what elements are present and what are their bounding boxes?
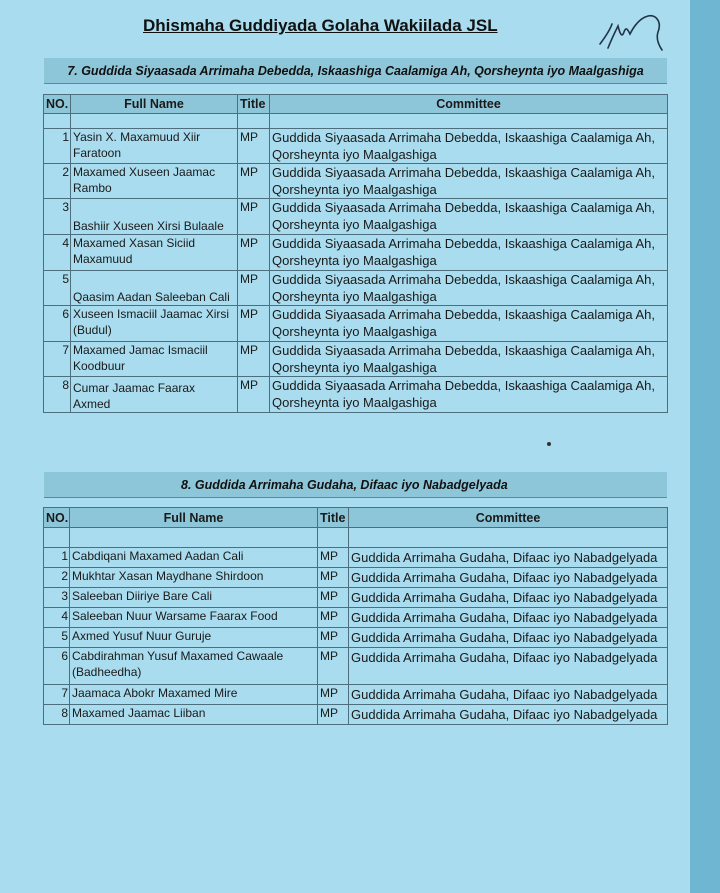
member-name: Axmed Yusuf Nuur Guruje (70, 628, 318, 648)
document-title: Dhismaha Guddiyada Golaha Wakiilada JSL (143, 16, 498, 35)
stray-mark (547, 442, 551, 446)
member-name: Saleeban Nuur Warsame Faarax Food (70, 608, 318, 628)
member-title: MP (318, 588, 349, 608)
section-8-header-row (44, 508, 668, 528)
section-7-heading (44, 58, 667, 84)
member-name: Cabdiqani Maxamed Aadan Cali (70, 548, 318, 568)
row-number: 2 (44, 568, 70, 588)
committee-name: Guddida Arrimaha Gudaha, Difaac iyo Nabadgelyada (349, 705, 668, 725)
table-row (44, 628, 668, 648)
member-name: Maxamed Jamac Ismaciil Koodbuur (71, 342, 238, 377)
page-edge (690, 0, 720, 893)
table-row (44, 705, 668, 725)
row-number: 8 (44, 377, 71, 413)
table-row (44, 377, 668, 413)
section-8-table (43, 507, 668, 725)
member-name: Cumar Jaamac Faarax Axmed (71, 377, 238, 413)
spacer-row (44, 528, 668, 548)
table-row (44, 608, 668, 628)
row-number: 1 (44, 548, 70, 568)
committee-name: Guddida Siyaasada Arrimaha Debedda, Iskaashiga Caalamiga Ah, Qorsheynta iyo Maalgashiga (270, 129, 668, 164)
col-header-title: Title (238, 95, 270, 114)
committee-name: Guddida Siyaasada Arrimaha Debedda, Iskaashiga Caalamiga Ah, Qorsheynta iyo Maalgashiga (270, 164, 668, 199)
signature-icon (596, 8, 666, 56)
member-name: Maxamed Xuseen Jaamac Rambo (71, 164, 238, 199)
table-row (44, 271, 668, 306)
table-row (44, 648, 668, 685)
member-name: Xuseen Ismaciil Jaamac Xirsi (Budul) (71, 306, 238, 342)
member-title: MP (238, 129, 270, 164)
committee-name: Guddida Siyaasada Arrimaha Debedda, Iskaashiga Caalamiga Ah, Qorsheynta iyo Maalgashiga (270, 235, 668, 271)
col-header-title: Title (318, 508, 349, 528)
table-row (44, 306, 668, 342)
member-title: MP (318, 648, 349, 685)
member-title: MP (318, 705, 349, 725)
committee-name: Guddida Arrimaha Gudaha, Difaac iyo Nabadgelyada (349, 568, 668, 588)
section-7-header-row (44, 95, 668, 114)
committee-name: Guddida Arrimaha Gudaha, Difaac iyo Nabadgelyada (349, 685, 668, 705)
row-number: 4 (44, 235, 71, 271)
section-8-heading-text: 8. Guddida Arrimaha Gudaha, Difaac iyo Nabadgelyada (181, 477, 508, 492)
section-7-heading-text: 7. Guddida Siyaasada Arrimaha Debedda, Iskaashiga Caalamiga Ah, Qorsheynta iyo Maalgashiga (67, 63, 644, 78)
member-title: MP (318, 568, 349, 588)
committee-name: Guddida Arrimaha Gudaha, Difaac iyo Nabadgelyada (349, 588, 668, 608)
member-title: MP (238, 235, 270, 271)
member-title: MP (318, 608, 349, 628)
row-number: 2 (44, 164, 71, 199)
member-title: MP (238, 306, 270, 342)
section-8-heading (44, 472, 667, 498)
member-title: MP (238, 164, 270, 199)
table-row (44, 685, 668, 705)
committee-name: Guddida Siyaasada Arrimaha Debedda, Iskaashiga Caalamiga Ah, Qorsheynta iyo Maalgashiga (270, 271, 668, 306)
member-name: Jaamaca Abokr Maxamed Mire (70, 685, 318, 705)
member-name: Yasin X. Maxamuud Xiir Faratoon (71, 129, 238, 164)
table-row (44, 129, 668, 164)
member-name: Bashiir Xuseen Xirsi Bulaale (71, 199, 238, 235)
row-number: 8 (44, 705, 70, 725)
col-header-no: NO. (44, 95, 71, 114)
row-number: 3 (44, 588, 70, 608)
committee-name: Guddida Siyaasada Arrimaha Debedda, Iskaashiga Caalamiga Ah, Qorsheynta iyo Maalgashiga (270, 199, 668, 235)
col-header-full-name: Full Name (70, 508, 318, 528)
table-row (44, 164, 668, 199)
row-number: 5 (44, 271, 71, 306)
committee-name: Guddida Arrimaha Gudaha, Difaac iyo Nabadgelyada (349, 548, 668, 568)
committee-name: Guddida Siyaasada Arrimaha Debedda, Iskaashiga Caalamiga Ah, Qorsheynta iyo Maalgashiga (270, 306, 668, 342)
col-header-full-name: Full Name (71, 95, 238, 114)
col-header-no: NO. (44, 508, 70, 528)
row-number: 7 (44, 342, 71, 377)
member-title: MP (238, 199, 270, 235)
committee-name: Guddida Arrimaha Gudaha, Difaac iyo Nabadgelyada (349, 648, 668, 685)
member-name: Saleeban Diiriye Bare Cali (70, 588, 318, 608)
table-row (44, 235, 668, 271)
committee-name: Guddida Arrimaha Gudaha, Difaac iyo Nabadgelyada (349, 608, 668, 628)
row-number: 5 (44, 628, 70, 648)
committee-name: Guddida Siyaasada Arrimaha Debedda, Iskaashiga Caalamiga Ah, Qorsheynta iyo Maalgashiga (270, 342, 668, 377)
row-number: 6 (44, 306, 71, 342)
col-header-committee: Committee (349, 508, 668, 528)
member-name: Mukhtar Xasan Maydhane Shirdoon (70, 568, 318, 588)
row-number: 3 (44, 199, 71, 235)
member-title: MP (318, 628, 349, 648)
member-name: Qaasim Aadan Saleeban Cali (71, 271, 238, 306)
table-row (44, 548, 668, 568)
committee-name: Guddida Arrimaha Gudaha, Difaac iyo Nabadgelyada (349, 628, 668, 648)
member-title: MP (238, 342, 270, 377)
member-name: Cabdirahman Yusuf Maxamed Cawaale (Badheedha) (70, 648, 318, 685)
table-row (44, 342, 668, 377)
table-row (44, 199, 668, 235)
section-7-table (43, 94, 668, 413)
table-row (44, 568, 668, 588)
spacer-row (44, 114, 668, 129)
member-title: MP (318, 685, 349, 705)
table-row (44, 588, 668, 608)
row-number: 1 (44, 129, 71, 164)
member-title: MP (238, 377, 270, 413)
row-number: 7 (44, 685, 70, 705)
member-title: MP (318, 548, 349, 568)
row-number: 6 (44, 648, 70, 685)
row-number: 4 (44, 608, 70, 628)
col-header-committee: Committee (270, 95, 668, 114)
member-title: MP (238, 271, 270, 306)
member-name: Maxamed Jaamac Liiban (70, 705, 318, 725)
committee-name: Guddida Siyaasada Arrimaha Debedda, Iskaashiga Caalamiga Ah, Qorsheynta iyo Maalgashiga (270, 377, 668, 413)
member-name: Maxamed Xasan Siciid Maxamuud (71, 235, 238, 271)
